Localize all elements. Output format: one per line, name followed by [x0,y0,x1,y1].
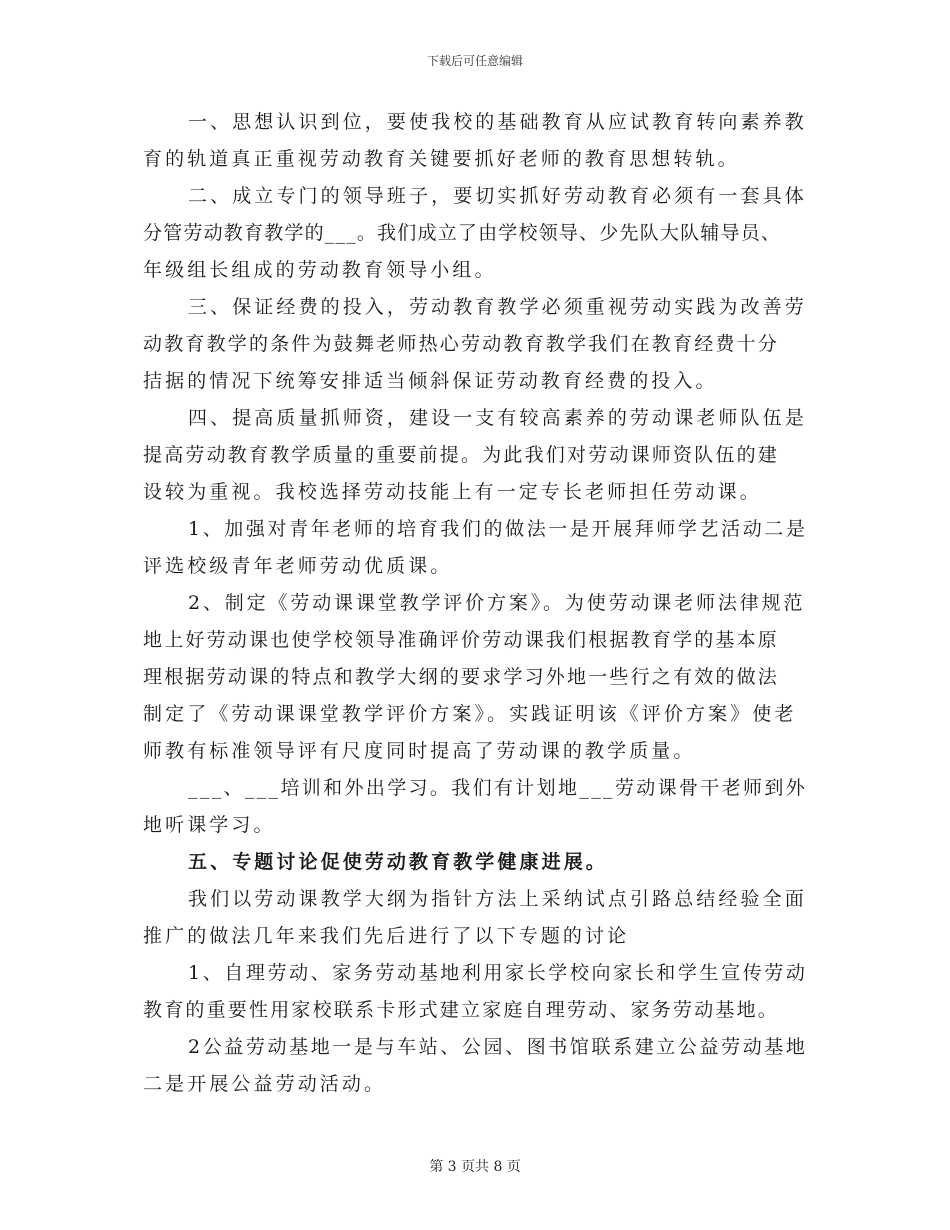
paragraph-line: 二、成立专门的领导班子，要切实抓好劳动教育必须有一套具体 [188,185,807,207]
section-heading: 五、专题讨论促使劳动教育教学健康进展。 [188,851,608,873]
paragraph-line: 拮据的情况下统筹安排适当倾斜保证劳动教育经费的投入。 [143,370,718,392]
paragraph-line: 制定了《劳动课课堂教学评价方案》。实践证明该《评价方案》使老 [143,703,797,725]
paragraph-line: 二是开展公益劳动活动。 [143,1073,387,1095]
paragraph-line: 1、加强对青年老师的培育我们的做法一是开展拜师学艺活动二是 [188,518,808,540]
paragraph-line: 三、保证经费的投入，劳动教育教学必须重视劳动实践为改善劳 [188,296,807,318]
paragraph-line: 教育的重要性用家校联系卡形式建立家庭自理劳动、家务劳动基地。 [143,999,780,1021]
paragraph-line: 育的轨道真正重视劳动教育关键要抓好老师的教育思想转轨。 [143,148,740,170]
page-footer: 第 3 页共 8 页 [429,1159,521,1175]
paragraph-line: 理根据劳动课的特点和教学大纲的要求学习外地一些行之有效的做法 [143,666,780,688]
paragraph-line: 提高劳动教育教学质量的重要前提。为此我们对劳动课师资队伍的建 [143,444,780,466]
paragraph-line: 地听课学习。 [143,814,276,836]
paragraph-line: 一、思想认识到位，要使我校的基础教育从应试教育转向素养教 [188,111,807,133]
paragraph-line: 四、提高质量抓师资，建设一支有较高素养的劳动课老师队伍是 [188,407,807,429]
document-body [143,104,808,1103]
paragraph-line: 地上好劳动课也使学校领导准确评价劳动课我们根据教育学的基本原 [143,629,780,651]
paragraph-line: 2、制定《劳动课课堂教学评价方案》。为使劳动课老师法律规范 [188,592,806,614]
paragraph-line: 2公益劳动基地一是与车站、公园、图书馆联系建立公益劳动基地 [188,1036,808,1058]
paragraph-line: 师教有标准领导评有尺度同时提高了劳动课的教学质量。 [143,740,696,762]
paragraph-line: ___、___培训和外出学习。我们有计划地___劳动课骨干老师到外 [188,777,808,799]
paragraph-line: 分管劳动教育教学的___。我们成立了由学校领导、少先队大队辅导员、 [143,222,782,244]
page-header: 下载后可任意编辑 [426,54,523,68]
paragraph-line: 我们以劳动课教学大纲为指针方法上采纳试点引路总结经验全面 [188,888,807,910]
paragraph-line: 动教育教学的条件为鼓舞老师热心劳动教育教学我们在教育经费十分 [143,333,780,355]
paragraph-line: 推广的做法几年来我们先后进行了以下专题的讨论 [143,925,630,947]
paragraph-line: 设较为重视。我校选择劳动技能上有一定专长老师担任劳动课。 [143,481,762,503]
paragraph-line: 年级组长组成的劳动教育领导小组。 [143,259,497,281]
paragraph-line: 1、自理劳动、家务劳动基地利用家长学校向家长和学生宣传劳动 [188,962,808,984]
paragraph-line: 评选校级青年老师劳动优质课。 [143,555,453,577]
